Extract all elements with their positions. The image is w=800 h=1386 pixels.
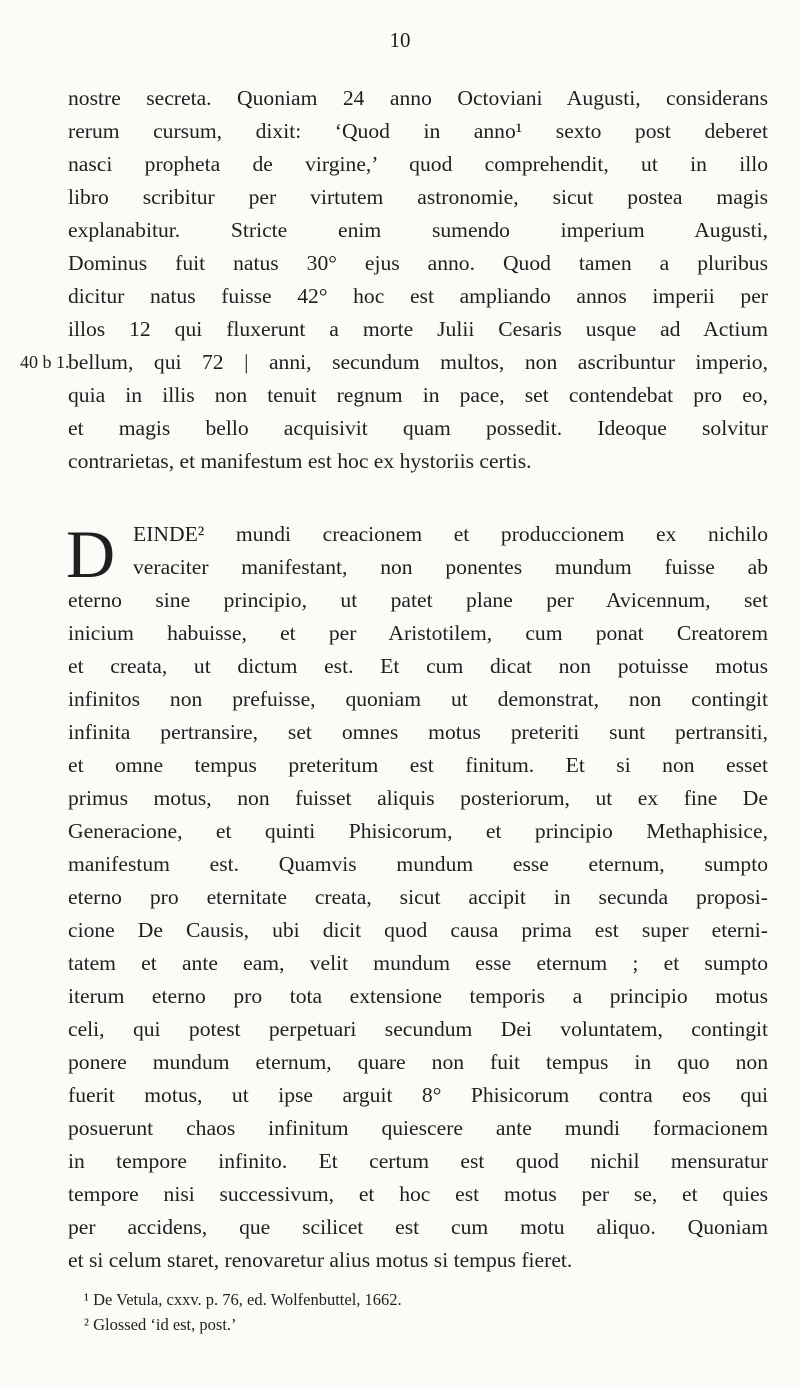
text-line: per accidens, que scilicet est cum motu aliquo. Quoniam xyxy=(68,1215,768,1239)
text-line: Dominus fuit natus 30° ejus anno. Quod tamen a pluribus xyxy=(68,251,768,275)
footnote-1: ¹ De Vetula, cxxv. p. 76, ed. Wolfenbuttel, 1662. xyxy=(84,1290,402,1309)
text-line: explanabitur. Stricte enim sumendo imperium Augusti, xyxy=(68,218,768,242)
text-line: primus motus, non fuisset aliquis posteriorum, ut ex fine De xyxy=(68,786,768,810)
text-line: eterno sine principio, ut patet plane per Avicennum, set xyxy=(68,588,768,612)
text-line: libro scribitur per virtutem astronomie, sicut postea magis xyxy=(68,185,768,209)
text-line: rerum cursum, dixit: ‘Quod in anno¹ sexto post deberet xyxy=(68,119,768,143)
text-line: et omne tempus preteritum est finitum. Et si non esset xyxy=(68,753,768,777)
text-line: dicitur natus fuisse 42° hoc est ampliando annos imperii per xyxy=(68,284,768,308)
text-line: quia in illis non tenuit regnum in pace, set contendebat pro eo, xyxy=(68,383,768,407)
text-line: iterum eterno pro tota extensione temporis a principio motus xyxy=(68,984,768,1008)
text-line: tempore nisi successivum, et hoc est motus per se, et quies xyxy=(68,1182,768,1206)
text-line: tatem et ante eam, velit mundum esse eternum ; et sumpto xyxy=(68,951,768,975)
text-line: et si celum staret, renovaretur alius motus si tempus fieret. xyxy=(68,1248,573,1272)
text-line: posuerunt chaos infinitum quiescere ante mundi formacionem xyxy=(68,1116,768,1140)
text-line: contrarietas, et manifestum est hoc ex hystoriis certis. xyxy=(68,449,532,473)
text-line: inicium habuisse, et per Aristotilem, cum ponat Creatorem xyxy=(68,621,768,645)
text-line: cione De Causis, ubi dicit quod causa prima est super eterni- xyxy=(68,918,768,942)
text-line: Generacione, et quinti Phisicorum, et principio Methaphisice, xyxy=(68,819,768,843)
drop-cap: D xyxy=(66,516,116,592)
footnote-2: ² Glossed ‘id est, post.’ xyxy=(84,1315,237,1334)
text-line: eterno pro eternitate creata, sicut accipit in secunda proposi- xyxy=(68,885,768,909)
text-line: ponere mundum eternum, quare non fuit tempus in quo non xyxy=(68,1050,768,1074)
text-line: celi, qui potest perpetuari secundum Dei voluntatem, contingit xyxy=(68,1017,768,1041)
text-line: nostre secreta. Quoniam 24 anno Octoviani Augusti, considerans xyxy=(68,86,768,110)
text-line: et creata, ut dictum est. Et cum dicat non potuisse motus xyxy=(68,654,768,678)
text-line: fuerit motus, ut ipse arguit 8° Phisicorum contra eos qui xyxy=(68,1083,768,1107)
text-line: infinitos non prefuisse, quoniam ut demonstrat, non contingit xyxy=(68,687,768,711)
margin-folio-note: 40 b 1. xyxy=(20,352,70,372)
text-line: EINDE² mundi creacionem et produccionem ex nichilo xyxy=(133,522,768,546)
text-line: nasci propheta de virgine,’ quod comprehendit, ut in illo xyxy=(68,152,768,176)
text-line: et magis bello acquisivit quam possedit. Ideoque solvitur xyxy=(68,416,768,440)
text-line: illos 12 qui fluxerunt a morte Julii Cesaris usque ad Actium xyxy=(68,317,768,341)
text-line: bellum, qui 72 | anni, secundum multos, non ascribuntur imperio, xyxy=(68,350,768,374)
text-line: in tempore infinito. Et certum est quod nichil mensuratur xyxy=(68,1149,768,1173)
page-number: 10 xyxy=(389,28,411,52)
text-line: infinita pertransire, set omnes motus preteriti sunt pertransiti, xyxy=(68,720,768,744)
text-line: manifestum est. Quamvis mundum esse eternum, sumpto xyxy=(68,852,768,876)
text-line: veraciter manifestant, non ponentes mundum fuisse ab xyxy=(133,555,768,579)
